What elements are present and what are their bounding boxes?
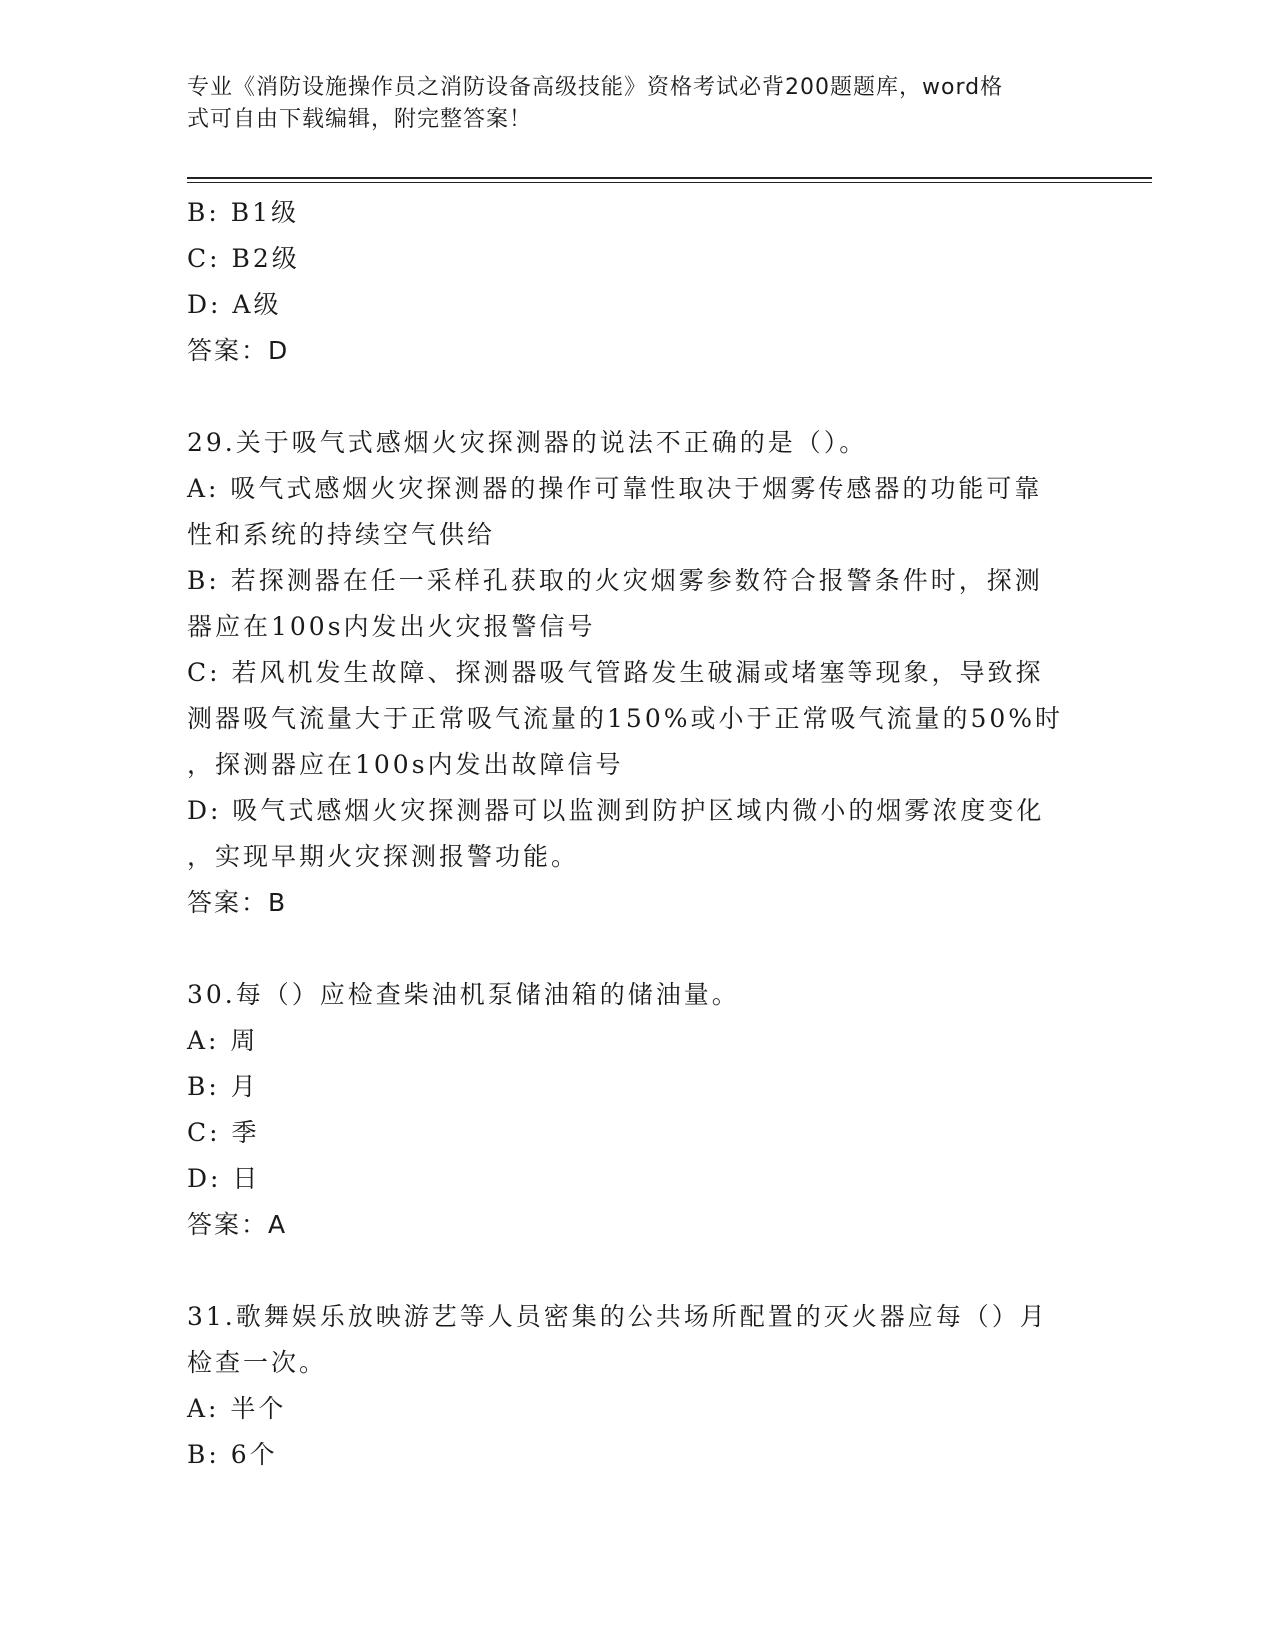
question-spacer — [187, 926, 1067, 972]
header-rule-thin — [187, 182, 1152, 183]
option-d-continued: ，实现早期火灾探测报警功能。 — [187, 842, 580, 871]
option-c: C: B2级 — [187, 244, 300, 273]
option-c-continued: 测器吸气流量大于正常吸气流量的150%或小于正常吸气流量的50%时 — [187, 704, 1064, 733]
question-30-block — [187, 972, 1067, 1248]
answer-line: 答案：A — [187, 1210, 288, 1239]
option-c: C: 若风机发生故障、探测器吸气管路发生破漏或堵塞等现象，导致探 — [187, 658, 1044, 687]
question-spacer — [187, 1248, 1067, 1294]
option-d: D: 吸气式感烟火灾探测器可以监测到防护区域内微小的烟雾浓度变化 — [187, 796, 1045, 825]
question-spacer — [187, 374, 1067, 420]
question-31-stem: 31.歌舞娱乐放映游艺等人员密集的公共场所配置的灭火器应每（）月 — [187, 1302, 1048, 1331]
header-line-1: 专业《消防设施操作员之消防设备高级技能》资格考试必背200题题库，word格 — [187, 75, 1004, 100]
option-a: A: 半个 — [187, 1394, 287, 1423]
option-b: B: 月 — [187, 1072, 259, 1101]
option-a-continued: 性和系统的持续空气供给 — [187, 520, 496, 549]
option-c-continued-2: ，探测器应在100s内发出故障信号 — [187, 750, 624, 779]
option-b: B: 若探测器在任一采样孔获取的火灾烟雾参数符合报警条件时，探测 — [187, 566, 1043, 595]
option-a: A: 吸气式感烟火灾探测器的操作可靠性取决于烟雾传感器的功能可靠 — [187, 474, 1043, 503]
answer-line: 答案：B — [187, 888, 288, 917]
option-c: C: 季 — [187, 1118, 260, 1147]
option-b: B: 6个 — [187, 1440, 278, 1469]
option-b: B: B1级 — [187, 198, 300, 227]
option-d: D: 日 — [187, 1164, 261, 1193]
question-29-stem: 29.关于吸气式感烟火灾探测器的说法不正确的是（）。 — [187, 428, 868, 457]
header-rule-thick — [187, 177, 1152, 179]
answer-line: 答案：D — [187, 336, 290, 365]
header-line-2: 式可自由下载编辑，附完整答案！ — [187, 107, 533, 132]
document-header — [187, 72, 1067, 136]
question-30-stem: 30.每（）应检查柴油机泵储油箱的储油量。 — [187, 980, 740, 1009]
question-31-block — [187, 1294, 1067, 1478]
question-31-stem-continued: 检查一次。 — [187, 1348, 328, 1377]
option-a: A: 周 — [187, 1026, 259, 1055]
question-29-block — [187, 420, 1067, 926]
option-d: D: A级 — [187, 290, 282, 319]
option-b-continued: 器应在100s内发出火灾报警信号 — [187, 612, 596, 641]
prev-question-block — [187, 190, 1067, 374]
question-content — [187, 190, 1067, 1478]
